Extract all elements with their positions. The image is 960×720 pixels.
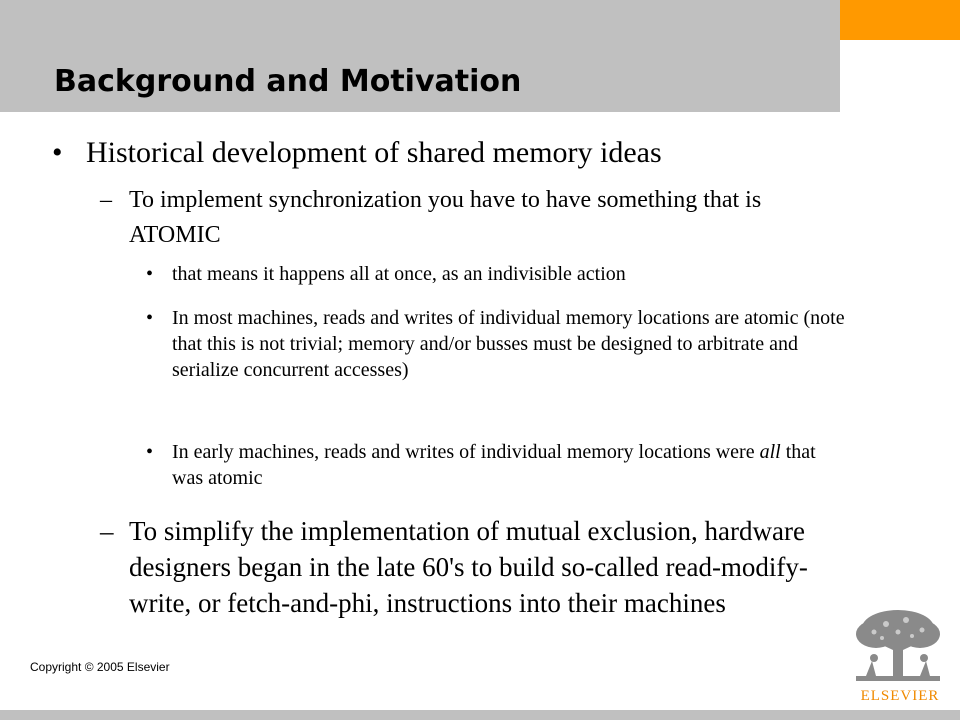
bullet-marker: • bbox=[146, 441, 154, 463]
sub-bullet-text: To implement synchronization you have to have something that is ATOMIC bbox=[129, 187, 762, 248]
elsevier-logo bbox=[846, 606, 950, 712]
emphasis-all: all bbox=[759, 441, 781, 463]
copyright-notice: Copyright © 2005 Elsevier bbox=[30, 660, 170, 674]
sub-bullet-text: To simplify the implementation of mutual exclusion, hardware designers began in the late 60's to build so-called read-modify-write, or fetch-and-phi, instructions into their machines bbox=[129, 516, 808, 618]
bullet-marker: • bbox=[146, 307, 154, 329]
accent-block bbox=[840, 0, 960, 40]
point-text: In most machines, reads and writes of individual memory locations are atomic (note that this is not trivial; memory and/or busses must be designed to arbitrate and serialize concurrent accesses) bbox=[172, 307, 845, 381]
slide-title: Background and Motivation bbox=[54, 64, 522, 99]
dash-marker: – bbox=[100, 187, 112, 213]
bottom-band bbox=[0, 710, 960, 720]
elsevier-logo-text: ELSEVIER bbox=[860, 688, 940, 704]
bullet-marker: • bbox=[52, 136, 63, 169]
point-text bbox=[172, 439, 846, 491]
point-text: that means it happens all at once, as an indivisible action bbox=[172, 263, 626, 285]
bullet-main-text: Historical development of shared memory ideas bbox=[86, 136, 662, 169]
bullet-marker: • bbox=[146, 263, 154, 285]
dash-marker: – bbox=[100, 516, 114, 546]
point-text-before: In early machines, reads and writes of individual memory locations were bbox=[172, 441, 760, 463]
point-text-after: that was atomic bbox=[172, 441, 816, 489]
elsevier-tree-icon bbox=[846, 606, 950, 690]
